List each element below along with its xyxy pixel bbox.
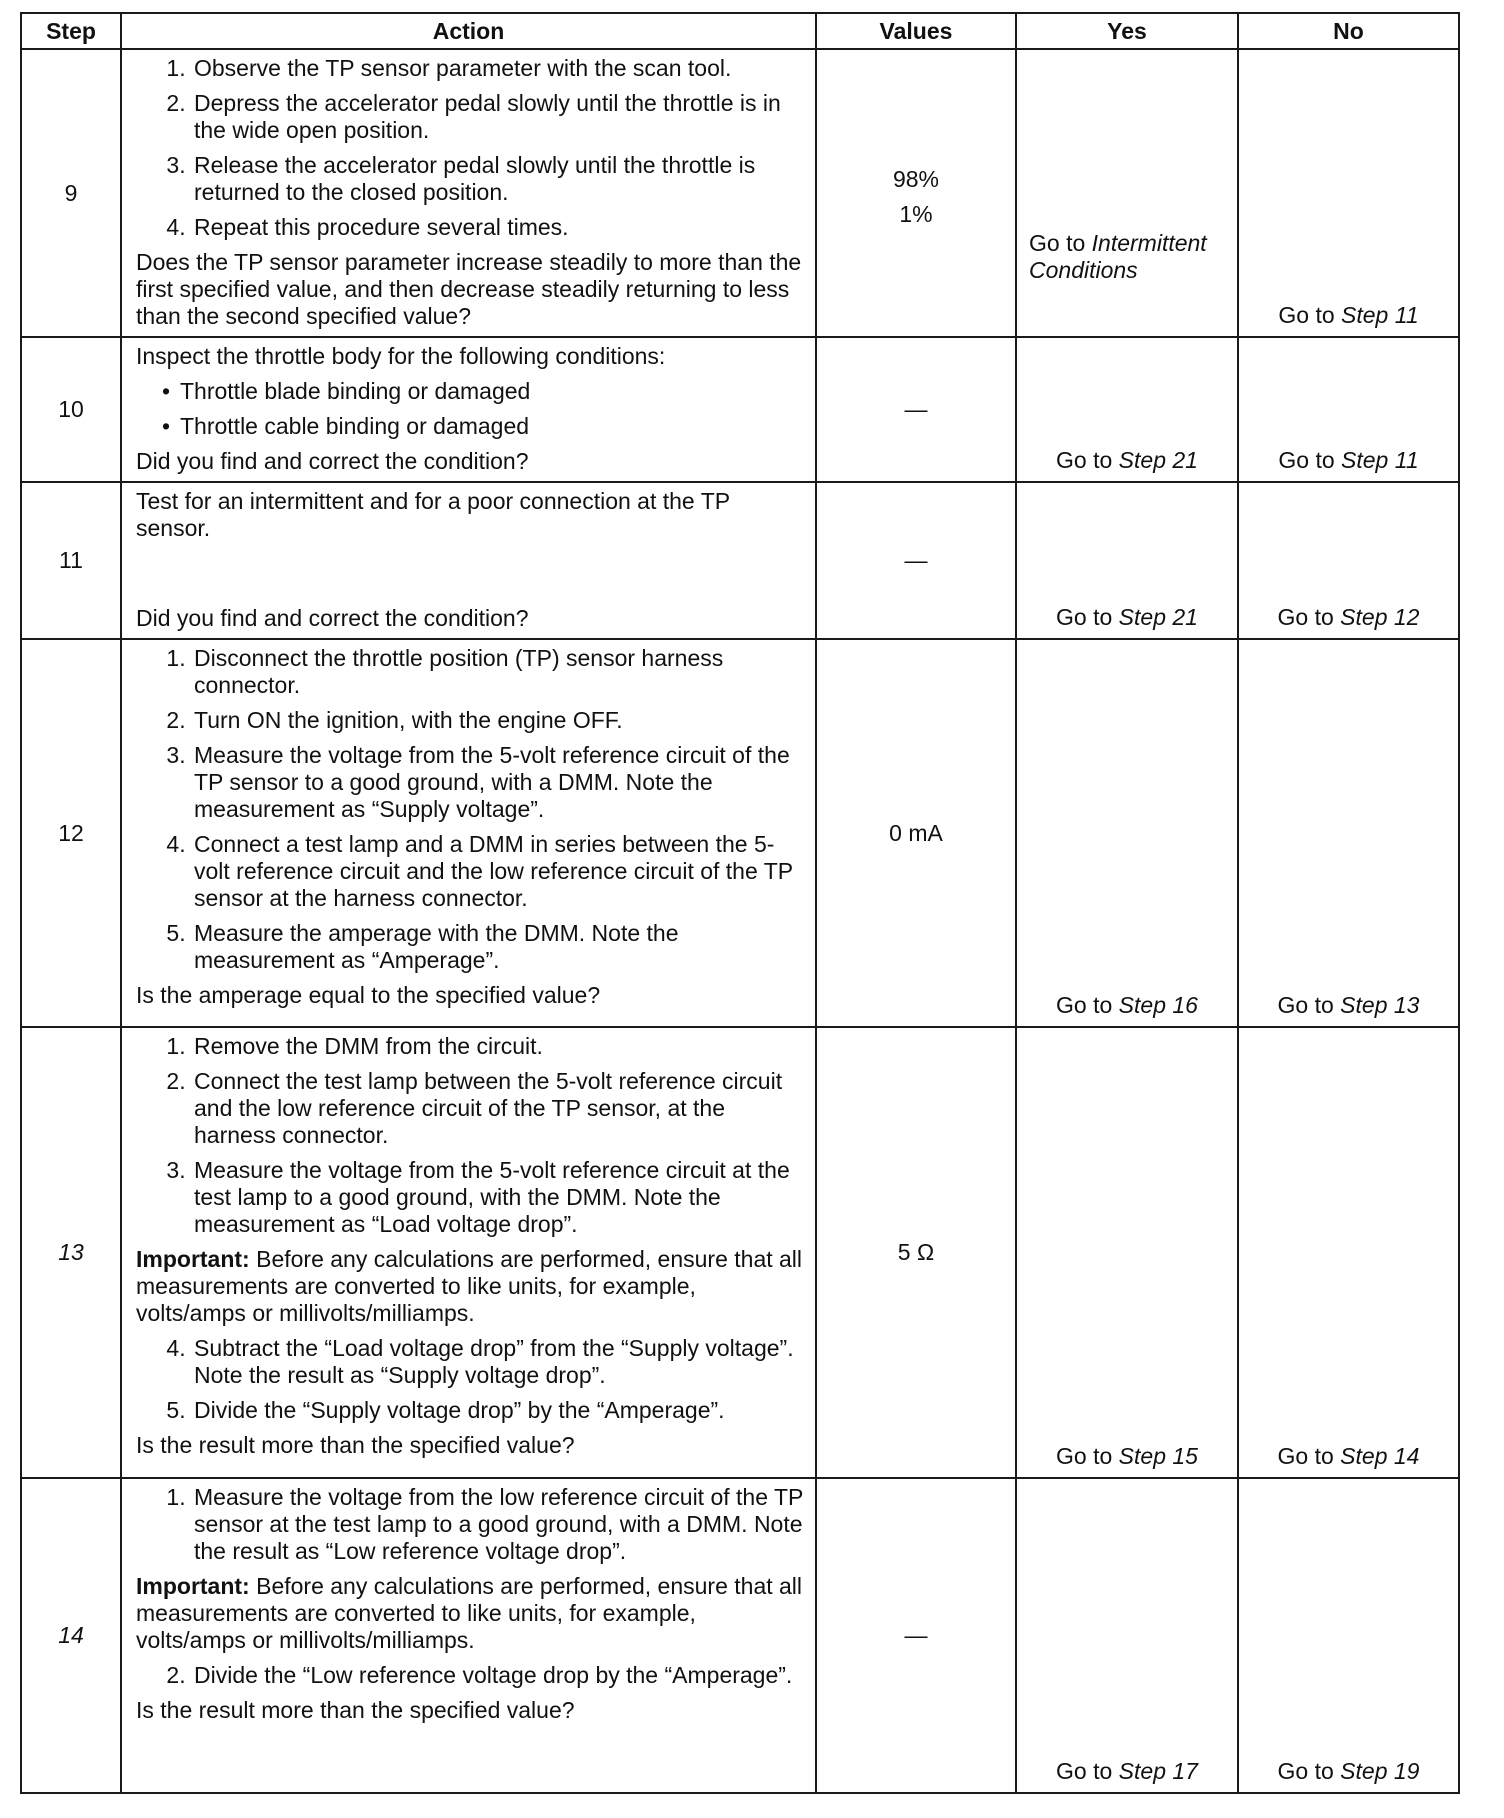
important-label: Important: xyxy=(136,1246,250,1272)
action-steps-continued xyxy=(136,1662,805,1689)
values-cell: — xyxy=(816,1478,1016,1793)
action-cell xyxy=(121,337,816,482)
yes-cell xyxy=(1016,1478,1238,1793)
table-row xyxy=(21,482,1459,639)
diagnostic-table-page xyxy=(20,12,1458,1794)
values-cell: — xyxy=(816,482,1016,639)
header-yes: Yes xyxy=(1016,13,1238,49)
header-action: Action xyxy=(121,13,816,49)
action-cell xyxy=(121,482,816,639)
header-no: No xyxy=(1238,13,1459,49)
yes-cell xyxy=(1016,639,1238,1027)
value-first: 98% xyxy=(892,166,940,192)
step-number: 9 xyxy=(21,49,121,337)
action-question: Is the result more than the specified value? xyxy=(136,1432,575,1458)
no-prefix: Go to xyxy=(1278,302,1335,328)
yes-cell xyxy=(1016,49,1238,337)
yes-cell xyxy=(1016,337,1238,482)
important-note xyxy=(136,1246,805,1327)
no-prefix: Go to xyxy=(1277,1443,1334,1469)
action-question: Does the TP sensor parameter increase steadily to more than the first specified value, and then decrease steadily returning to less than the second specified value? xyxy=(136,249,802,329)
important-note xyxy=(136,1573,805,1654)
list-item: 2. Divide the “Low reference voltage drop by the “Amperage”. xyxy=(192,1662,805,1689)
action-cell xyxy=(121,1027,816,1478)
step-number: 12 xyxy=(21,639,121,1027)
action-steps xyxy=(136,1484,805,1565)
table-header-row xyxy=(21,13,1459,49)
yes-cell xyxy=(1016,1027,1238,1478)
list-item: 1. Observe the TP sensor parameter with the scan tool. xyxy=(192,55,805,82)
list-item: 3. Measure the voltage from the 5-volt reference circuit of the TP sensor to a good ground, with a DMM. Note the measurement as “Supply voltage”. xyxy=(192,742,805,823)
action-question: Did you find and correct the condition? xyxy=(136,448,529,474)
list-item: 4. Connect a test lamp and a DMM in series between the 5-volt reference circuit and the low reference circuit of the TP sensor at the harness connector. xyxy=(192,831,805,912)
step-number: 14 xyxy=(21,1478,121,1793)
important-text: Before any calculations are performed, ensure that all measurements are converted to like units, for example, volts/amps or millivolts/milliamps. xyxy=(136,1246,803,1326)
action-content xyxy=(136,488,805,632)
no-reference: Step 11 xyxy=(1341,447,1419,473)
list-item: 1. Remove the DMM from the circuit. xyxy=(192,1033,805,1060)
list-item: 3. Release the accelerator pedal slowly until the throttle is returned to the closed position. xyxy=(192,152,805,206)
table-row xyxy=(21,639,1459,1027)
table-row xyxy=(21,49,1459,337)
no-cell xyxy=(1238,1027,1459,1478)
value-second: 1% xyxy=(899,201,933,227)
list-item: 4. Repeat this procedure several times. xyxy=(192,214,805,241)
yes-reference: Intermittent Conditions xyxy=(1029,230,1207,283)
action-question: Is the amperage equal to the specified value? xyxy=(136,982,601,1008)
no-reference: Step 11 xyxy=(1341,302,1419,328)
action-cell xyxy=(121,1478,816,1793)
list-item: 1. Disconnect the throttle position (TP) sensor harness connector. xyxy=(192,645,805,699)
no-cell xyxy=(1238,482,1459,639)
list-item: 5. Divide the “Supply voltage drop” by the “Amperage”. xyxy=(192,1397,805,1424)
list-item: 4. Subtract the “Load voltage drop” from the “Supply voltage”. Note the result as “Supply voltage drop”. xyxy=(192,1335,805,1389)
yes-reference: Step 16 xyxy=(1118,992,1198,1018)
step-number: 13 xyxy=(21,1027,121,1478)
list-item: • Throttle cable binding or damaged xyxy=(180,413,805,440)
table-row xyxy=(21,1478,1459,1793)
action-steps-continued xyxy=(136,1335,805,1424)
yes-cell xyxy=(1016,482,1238,639)
diagnostic-table xyxy=(20,12,1460,1794)
action-cell xyxy=(121,639,816,1027)
list-item: 1. Measure the voltage from the low reference circuit of the TP sensor at the test lamp to a good ground, with a DMM. Note the result as “Low reference voltage drop”. xyxy=(192,1484,805,1565)
values-cell: 0 mA xyxy=(816,639,1016,1027)
condition-list xyxy=(136,378,805,440)
header-values: Values xyxy=(816,13,1016,49)
action-question: Is the result more than the specified value? xyxy=(136,1697,575,1723)
list-item: 3. Measure the voltage from the 5-volt reference circuit at the test lamp to a good ground, with the DMM. Note the measurement as “Load voltage drop”. xyxy=(192,1157,805,1238)
yes-prefix: Go to xyxy=(1056,1758,1113,1784)
action-intro: Inspect the throttle body for the following conditions: xyxy=(136,343,666,369)
list-item: 2. Depress the accelerator pedal slowly until the throttle is in the wide open position. xyxy=(192,90,805,144)
values-cell: — xyxy=(816,337,1016,482)
no-reference: Step 19 xyxy=(1340,1758,1420,1784)
no-prefix: Go to xyxy=(1277,1758,1334,1784)
important-text: Before any calculations are performed, ensure that all measurements are converted to like units, for example, volts/amps or millivolts/milliamps. xyxy=(136,1573,803,1653)
table-row xyxy=(21,1027,1459,1478)
action-cell xyxy=(121,49,816,337)
yes-prefix: Go to xyxy=(1056,604,1113,630)
no-prefix: Go to xyxy=(1277,604,1334,630)
action-steps xyxy=(136,1033,805,1238)
list-item: 2. Turn ON the ignition, with the engine OFF. xyxy=(192,707,805,734)
values-cell: 5 Ω xyxy=(816,1027,1016,1478)
action-question: Did you find and correct the condition? xyxy=(136,605,529,631)
yes-prefix: Go to xyxy=(1056,447,1113,473)
header-step: Step xyxy=(21,13,121,49)
no-cell xyxy=(1238,639,1459,1027)
list-item: • Throttle blade binding or damaged xyxy=(180,378,805,405)
no-reference: Step 12 xyxy=(1340,604,1420,630)
no-prefix: Go to xyxy=(1277,992,1334,1018)
yes-reference: Step 15 xyxy=(1118,1443,1198,1469)
no-cell xyxy=(1238,337,1459,482)
no-reference: Step 13 xyxy=(1340,992,1420,1018)
step-number: 10 xyxy=(21,337,121,482)
values-cell xyxy=(816,49,1016,337)
no-reference: Step 14 xyxy=(1340,1443,1420,1469)
action-intro: Test for an intermittent and for a poor connection at the TP sensor. xyxy=(136,488,730,541)
step-number: 11 xyxy=(21,482,121,639)
yes-reference: Step 17 xyxy=(1118,1758,1198,1784)
no-cell xyxy=(1238,1478,1459,1793)
action-steps xyxy=(136,645,805,974)
action-steps xyxy=(136,55,805,241)
list-item: 5. Measure the amperage with the DMM. Note the measurement as “Amperage”. xyxy=(192,920,805,974)
yes-link xyxy=(1017,230,1237,284)
important-label: Important: xyxy=(136,1573,250,1599)
yes-prefix: Go to xyxy=(1029,230,1086,256)
yes-reference: Step 21 xyxy=(1118,604,1198,630)
table-row xyxy=(21,337,1459,482)
no-cell xyxy=(1238,49,1459,337)
yes-prefix: Go to xyxy=(1056,992,1113,1018)
list-item: 2. Connect the test lamp between the 5-volt reference circuit and the low reference circuit of the TP sensor, at the harness connector. xyxy=(192,1068,805,1149)
yes-reference: Step 21 xyxy=(1118,447,1198,473)
no-prefix: Go to xyxy=(1278,447,1335,473)
yes-prefix: Go to xyxy=(1056,1443,1113,1469)
